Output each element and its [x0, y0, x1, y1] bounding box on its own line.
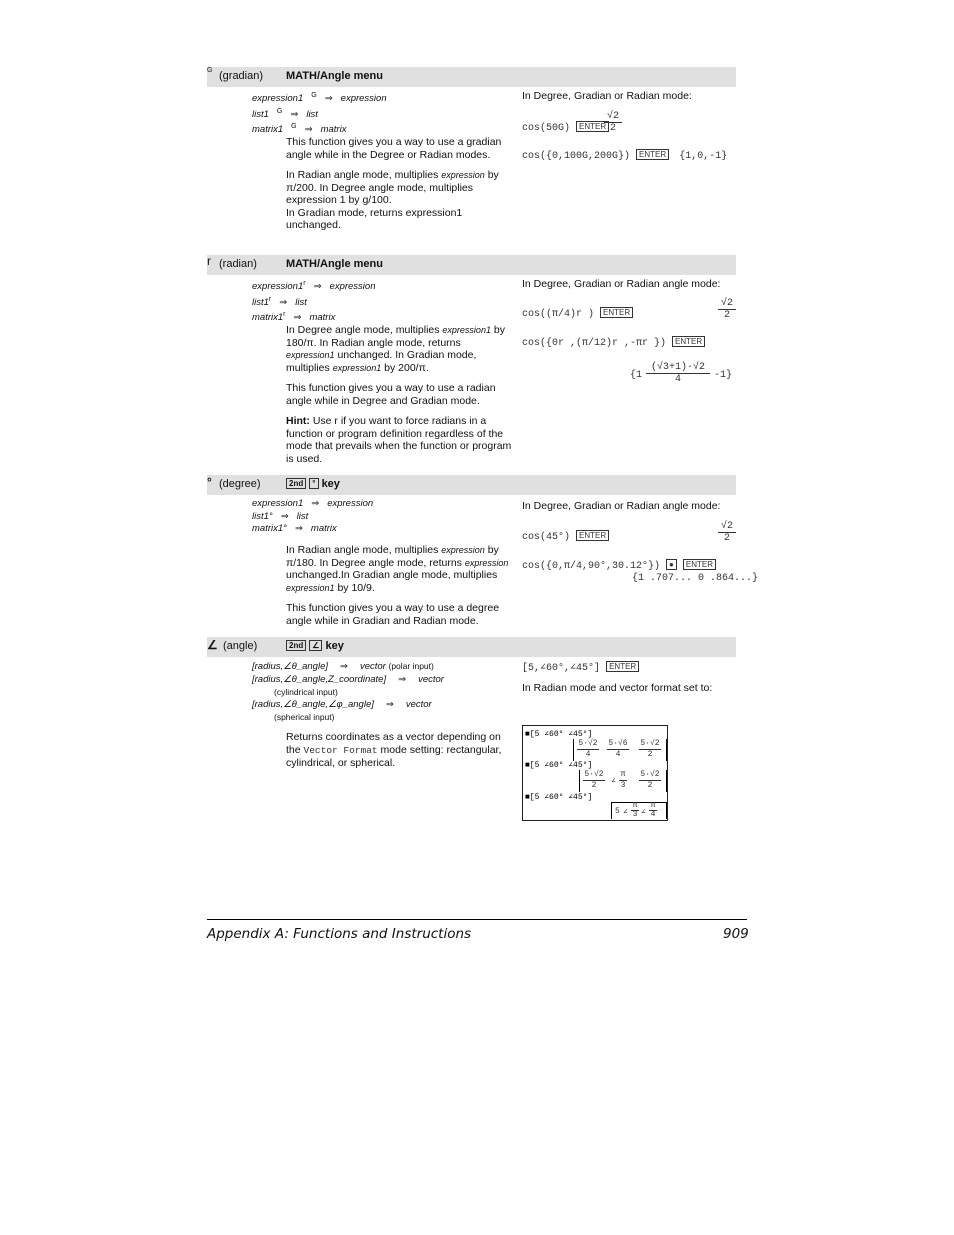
2nd-key: 2nd	[286, 640, 306, 651]
gradian-example-1-result: $\frac{√2}{2}$	[604, 111, 622, 134]
screen-entry-1: ■[5 ∠60° ∠45°]	[525, 730, 593, 739]
radian-symbol: r	[207, 254, 211, 268]
angle-syntax: [radius,∠θ_angle] ⇒ vector (polar input) [radius,∠θ_angle,Z_coordinate] ⇒ vector (cylindrical input) [radius,∠θ_angle,∠φ_angle] ⇒ vector (spherical input)	[252, 661, 444, 722]
degree-description: In Radian angle mode, multiplies expression by π/180. In Degree angle mode, returns expression unchanged.In Gradian angle mode, multiplies expression1 by 10/9. This function gives you a way to use a degree angle while in Gradian and Radian mode.	[286, 544, 509, 627]
section-header-gradian	[207, 67, 736, 87]
gradian-menu: MATH/Angle menu	[286, 70, 383, 82]
section-header-angle	[207, 637, 736, 657]
gradian-example-1: cos(50G) ENTER	[522, 121, 609, 134]
gradian-description: This function gives you a way to use a gradian angle while in the Degree or Radian modes. In Radian angle mode, multiplies expression by π/200. In Degree angle mode, multiplies expression 1 by g/100. In Gradian mode, returns expression1 unchanged.	[286, 136, 502, 231]
degree-example-2: cos({0,π/4,90°,30.12°}) ● ENTER	[522, 559, 716, 572]
section-header-degree	[207, 475, 736, 495]
radian-name: (radian)	[219, 258, 257, 270]
screen-entry-3: ■[5 ∠60° ∠45°]	[525, 793, 593, 802]
degree-example-1: cos(45°) ENTER	[522, 530, 609, 543]
gradian-example-heading: In Degree, Gradian or Radian mode:	[522, 90, 692, 102]
angle-description: Returns coordinates as a vector depending on the Vector Format mode setting: rectangular, cylindrical, or spherical.	[286, 731, 502, 769]
degree-example-2-result: {1 .707... 0 .864...}	[632, 573, 759, 584]
footer-title: Appendix A: Functions and Instructions	[207, 926, 472, 942]
footer-rule	[207, 919, 747, 920]
radian-syntax: expression1$^r$ ⇒ expression list1$^r$ ⇒ list matrix1$^r$ ⇒ matrix	[252, 280, 376, 323]
radian-example-heading: In Degree, Gradian or Radian angle mode:	[522, 278, 721, 290]
radian-description: In Degree angle mode, multiplies expression1 by 180/π. In Radian angle mode, returns expression1 unchanged. In Gradian mode, multiplies expression1 by 200/π. This function gives you a way to use a radian angle while in Degree and Gradian mode. Hint: Use r if you want to force radians in a function or program definition regardless of the mode that prevails when the function or program is used.	[286, 324, 512, 465]
degree-key: °	[309, 478, 318, 489]
radian-example-1: cos((π/4)r ) ENTER	[522, 307, 633, 320]
angle-key: ∠	[309, 640, 322, 651]
calculator-screen: ■[5 ∠60° ∠45°] $\frac{5\cdot√2}{4}$ $\frac{5\cdot√6}{4}$ $\frac{5\cdot√2}{2}$ ■[5 ∠60° ∠45°] $\frac{5\cdot√2}{2}$ ∠ $\frac{\pi}{3}$ $\frac{5\cdot√2}{2}$ ■[5 ∠60° ∠45°] 5 ∠ $\frac{\pi}{3}$ ∠ $\frac{\pi}{4}$	[522, 725, 668, 821]
degree-example-1-result: $\frac{√2}{2}$	[718, 521, 736, 544]
page-number: 909	[723, 926, 749, 942]
angle-example-1: [5,∠60°,∠45°] ENTER	[522, 661, 639, 674]
degree-example-heading: In Degree, Gradian or Radian angle mode:	[522, 500, 721, 512]
gradian-name: (gradian)	[219, 70, 264, 82]
gradian-example-2: cos({0,100G,200G}) ENTER {1,0,-1}	[522, 150, 728, 162]
degree-symbol: °	[207, 475, 212, 489]
radian-example-2-fraction: $\frac{(√3+1)\cdot√2}{4}$	[646, 362, 710, 385]
gradian-symbol: G	[207, 67, 213, 74]
radian-example-2-close: -1}	[714, 370, 733, 381]
angle-symbol: ∠	[207, 638, 218, 652]
radian-example-2: cos({0r ,(π/12)r ,-πr }) ENTER	[522, 336, 705, 349]
section-header-radian	[207, 255, 736, 275]
radian-example-2-open: {1	[630, 370, 643, 381]
2nd-key: 2nd	[286, 478, 306, 489]
screen-entry-2: ■[5 ∠60° ∠45°]	[525, 761, 593, 770]
degree-syntax: expression1 ⇒ expression list1° ⇒ list matrix1° ⇒ matrix	[252, 498, 374, 534]
angle-name: (angle)	[223, 640, 258, 652]
angle-key-label: 2nd ∠ key	[286, 640, 344, 652]
radian-example-1-result: $\frac{√2}{2}$	[718, 298, 736, 321]
degree-name: (degree)	[219, 478, 261, 490]
degree-key-label: 2nd ° key	[286, 478, 340, 490]
gradian-syntax: expression1 $^G$ ⇒ expression list1 $^G$ ⇒ list matrix1 $^G$ ⇒ matrix	[252, 92, 387, 135]
angle-example-heading: In Radian mode and vector format set to:	[522, 682, 713, 694]
radian-menu: MATH/Angle menu	[286, 258, 383, 270]
